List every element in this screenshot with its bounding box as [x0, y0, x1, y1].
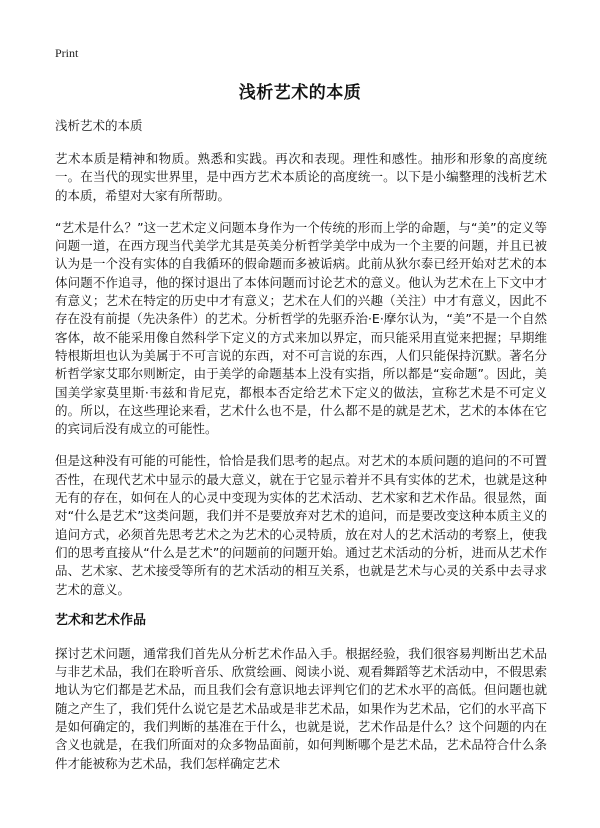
print-link[interactable]: Print: [55, 46, 79, 60]
article-subtitle: 浅析艺术的本质: [55, 118, 143, 133]
paragraph-intro: 艺术本质是精神和物质。熟悉和实践。再次和表现。理性和感性。抽形和形象的高度统一。在当代的现实世界里，是中西方艺术本质论的高度统一。以下是小编整理的浅析艺术的本质，希望对大家有所帮助。: [55, 151, 547, 203]
article-body: [55, 118, 547, 787]
page-title: 浅析艺术的本质: [238, 83, 362, 103]
section-heading: 艺术和艺术作品: [55, 612, 147, 628]
paragraph-art-works: 探讨艺术问题，通常我们首先从分析艺术作品入手。根据经验，我们很容易判断出艺术品与非艺术品，我们在聆听音乐、欣赏绘画、阅读小说、观看舞蹈等艺术活动中，不假思索地认为它们都是艺术品，而且我们会有意识地去评判它们的艺术水平的高低。但问题也就随之产生了，我们凭什么说它是艺术品或是非艺术品，如果作为艺术品，它们的水平高下是如何确定的，我们判断的基准在于什么，也就是说，艺术作品是什么？这个问题的内在含义也就是，在我们所面对的众多物品面前，如何判断哪个是艺术品，艺术品符合什么条件才能被称为艺术品，我们怎样确定艺术: [55, 645, 547, 771]
paragraph-possibility: 但是这种没有可能的可能性，恰恰是我们思考的起点。对艺术的本质问题的追问的不可置否性，在现代艺术中显示的最大意义，就在于它显示着并不具有实体的艺术，也就是这种无有的存在，如何在人的心灵中变现为实体的艺术活动、艺术家和艺术作品。很显然，面对“什么是艺术”这类问题，我们并不是要放弃对艺术的追问，而是要改变这种本质主义的追问方式，必须首先思考艺术之为艺术的心灵特质，放在对人的艺术活动的考察上，使我们的思考直接从“什么是艺术”的问题前的问题开始。通过艺术活动的分析，进而从艺术作品、艺术家、艺术接受等所有的艺术活动的相互关系，也就是艺术与心灵的关系中去寻求艺术的意义。: [55, 453, 547, 597]
paragraph-definition: “艺术是什么？”这一艺术定义问题本身作为一个传统的形而上学的命题，与“美”的定义等问题一道，在西方现当代美学尤其是英美分析哲学美学中成为一个主要的问题，并且已被认为是一个没有实体的自我循环的假命题而多被诟病。此前从狄尔泰已经开始对艺术的本体问题不作追寻，他的探讨退出了本体问题而讨论艺术的意义。他认为艺术在上下文中才有意义；艺术在特定的历史中才有意义；艺术在人们的兴趣（关注）中才有意义，因此不存在没有前提（先决条件）的艺术。分析哲学的先驱乔治·E·摩尔认为，“美”不是一个自然客体，故不能采用像自然科学下定义的方式来加以界定，而只能采用直觉来把握；早期维特根斯坦也认为美属于不可言说的东西，对不可言说的东西，人们只能保持沉默。著名分析哲学家艾耶尔则断定，由于美学的命题基本上没有实指，所以都是“妄命题”。因此，美国美学家莫里斯·韦兹和肯尼克，都根本否定给艺术下定义的做法，宣称艺术是不可定义的。所以，在这些理论来看，艺术什么也不是，什么都不是的就是艺术，艺术的本体在它的宾词后没有成立的可能性。: [55, 219, 547, 437]
